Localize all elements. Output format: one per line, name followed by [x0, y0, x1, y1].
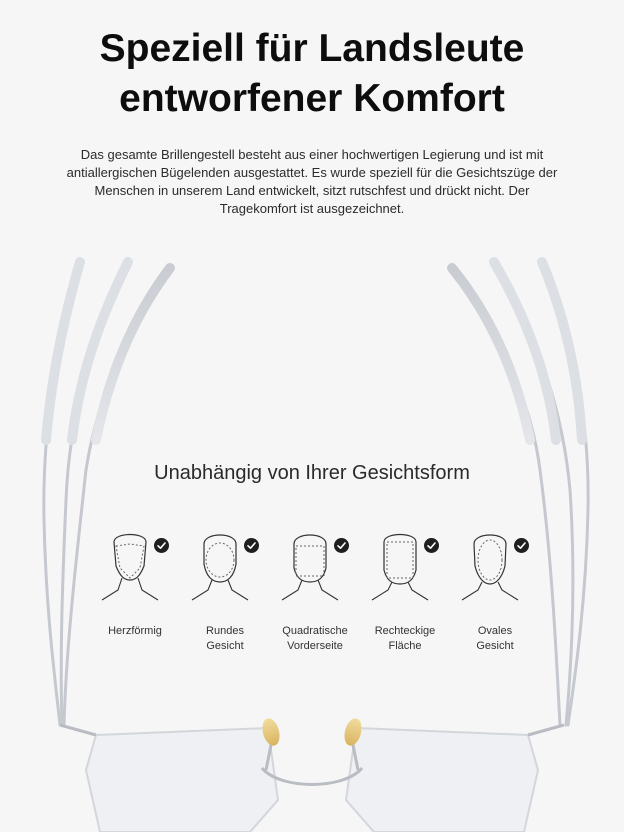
face-item-round — [180, 530, 270, 654]
intro-paragraph: Das gesamte Brillengestell besteht aus einer hochwertigen Legierung und ist mit antiallergischen Bügelenden ausgestattet. Es wurde speziell für die Gesichtszüge der Menschen in unserem Land entwickelt, sitzt rutschfest und drückt nicht. Der Tragekomfort ist ausgezeichnet. — [66, 147, 558, 216]
check-icon — [154, 538, 169, 553]
headline — [0, 24, 624, 124]
face-label: Quadratische Vorderseite — [282, 625, 348, 652]
nose-pads — [260, 716, 365, 747]
check-icon — [514, 538, 529, 553]
check-icon — [244, 538, 259, 553]
face-item-rectangle — [360, 530, 450, 654]
face-label: Rechteckige Fläche — [374, 625, 436, 652]
check-icon — [334, 538, 349, 553]
face-shape-list — [90, 530, 540, 670]
face-label: Herzförmig — [108, 625, 162, 637]
lenses — [86, 728, 538, 832]
face-item-heart — [90, 530, 180, 639]
face-item-oval — [450, 530, 540, 654]
face-section-title: Unabhängig von Ihrer Gesichtsform — [154, 462, 470, 484]
headline-line-1: Speziell für Landsleute — [99, 27, 525, 70]
face-label: Rundes Gesicht — [206, 625, 244, 652]
check-icon — [424, 538, 439, 553]
headline-line-2: entworfener Komfort — [119, 77, 505, 120]
face-label: Ovales Gesicht — [476, 625, 514, 652]
face-item-square — [270, 530, 360, 654]
